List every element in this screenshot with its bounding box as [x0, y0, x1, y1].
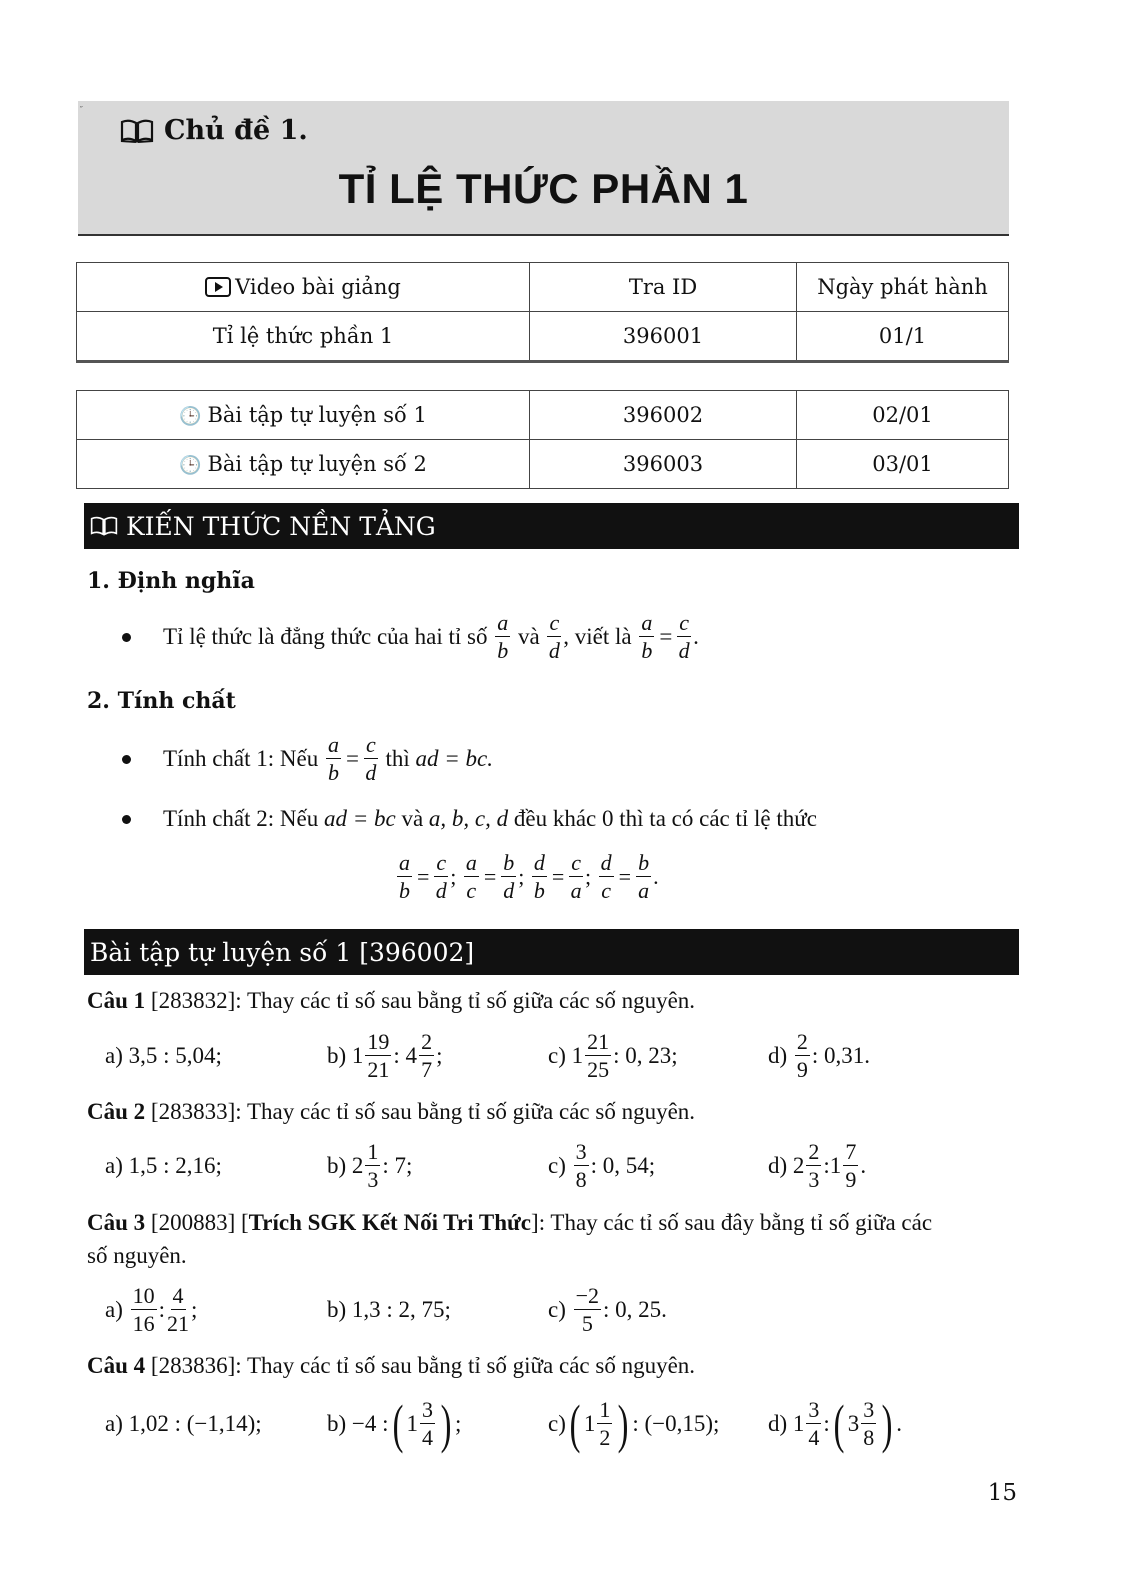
lecture-date: 01/1	[797, 312, 1009, 362]
question-4-answers	[105, 1394, 1005, 1454]
option-b: b) −4 : ( 1 $\frac{3}{4}$ ) ;	[327, 1394, 462, 1454]
option-c: c) $\frac{-2}{5}$ : 0, 25.	[548, 1283, 667, 1336]
option-a: a) 3,5 : 5,04;	[105, 1043, 222, 1068]
corner-mark: ˝	[80, 105, 83, 114]
option-c: c) ( 1 $\frac{1}{2}$ ) : (−0,15);	[548, 1394, 720, 1454]
bullet	[122, 755, 131, 764]
question-3-continued: số nguyên.	[87, 1243, 187, 1268]
topic-text: Chủ đề 1.	[164, 115, 308, 146]
property-1: Tính chất 1: Nếu $\frac{a}{b}$ = $\frac{c}{d}$ thì ad = bc.	[122, 734, 493, 784]
exercise-name[interactable]: 🕒 Bài tập tự luyện số 2	[77, 440, 530, 489]
exercise-table	[76, 390, 1009, 489]
release-date-header: Ngày phát hành	[797, 263, 1009, 312]
topic-label	[120, 115, 308, 146]
option-a: a) 1,02 : (−1,14);	[105, 1411, 262, 1436]
option-b: b) 1 $\frac{19}{21}$ : 4 $\frac{2}{7}$ ;	[327, 1029, 443, 1082]
clock-icon: 🕒	[179, 406, 202, 427]
question-1-answers	[105, 1028, 1005, 1084]
option-b: b) 2 $\frac{1}{3}$ : 7;	[327, 1139, 413, 1192]
option-a: a) $\frac{10}{16}$ : $\frac{4}{21}$ ;	[105, 1283, 198, 1336]
exercise-name[interactable]: 🕒 Bài tập tự luyện số 1	[77, 391, 530, 440]
book-icon	[120, 119, 154, 143]
clock-icon: 🕒	[179, 455, 202, 476]
section-header-exercises: Bài tập tự luyện số 1 [396002]	[84, 929, 1019, 975]
definition-heading: 1. Định nghĩa	[87, 568, 255, 594]
lecture-id: 396001	[530, 312, 797, 362]
question-1: Câu 1 [283832]: Thay các tỉ số sau bằng tỉ số giữa các số nguyên.	[87, 988, 696, 1013]
video-lecture-header[interactable]: Video bài giảng	[77, 263, 530, 312]
lookup-id-header: Tra ID	[530, 263, 797, 312]
property-heading: 2. Tính chất	[87, 688, 236, 714]
exercise-id: 396002	[530, 391, 797, 440]
option-a: a) 1,5 : 2,16;	[105, 1153, 222, 1178]
table-row	[77, 312, 1009, 362]
proportion-list: $\frac{a}{b}$ = $\frac{c}{d}$ ; $\frac{a}{c}$ = $\frac{b}{d}$ ; $\frac{d}{b}$ = $\frac{c}{a}$ ; $\frac{d}{c}$ = $\frac{b}{a}$ .	[399, 850, 659, 903]
bullet	[122, 633, 131, 642]
option-d: d) $\frac{2}{9}$ : 0,31.	[768, 1029, 871, 1082]
question-2: Câu 2 [283833]: Thay các tỉ số sau bằng tỉ số giữa các số nguyên.	[87, 1099, 696, 1124]
table-row	[77, 440, 1009, 489]
option-c: c) 1 $\frac{21}{25}$ : 0, 23;	[548, 1029, 678, 1082]
question-3: Câu 3 [200883] [Trích SGK Kết Nối Tri Thức]: Thay các tỉ số sau đây bằng tỉ số giữa các	[87, 1210, 933, 1235]
chapter-banner	[78, 101, 1009, 236]
question-2-answers	[105, 1138, 1005, 1194]
question-3-answers	[105, 1282, 1005, 1338]
option-b: b) 1,3 : 2, 75;	[327, 1297, 451, 1322]
definition-item: Tỉ lệ thức là đẳng thức của hai tỉ số $\frac{a}{b}$ và $\frac{c}{d}$ , viết là $\frac{a}{b}$ = $\frac{c}{d}$ .	[122, 612, 699, 662]
option-c: c) $\frac{3}{8}$ : 0, 54;	[548, 1139, 656, 1192]
page-title: TỈ LỆ THỨC PHẦN 1	[338, 165, 749, 212]
play-icon	[205, 277, 231, 297]
exercise-date: 03/01	[797, 440, 1009, 489]
option-d: d) 2 $\frac{2}{3}$ :1 $\frac{7}{9}$ .	[768, 1139, 867, 1192]
table-header-row	[77, 263, 1009, 312]
video-lecture-table	[76, 262, 1009, 363]
page-number: 15	[987, 1480, 1017, 1506]
question-4: Câu 4 [283836]: Thay các tỉ số sau bằng tỉ số giữa các số nguyên.	[87, 1353, 696, 1378]
exercise-date: 02/01	[797, 391, 1009, 440]
option-d: d) 1 $\frac{3}{4}$ : ( 3 $\frac{3}{8}$ ) .	[768, 1394, 903, 1454]
exercise-id: 396003	[530, 440, 797, 489]
bullet	[122, 815, 131, 824]
lecture-name[interactable]: Tỉ lệ thức phần 1	[77, 312, 530, 362]
table-row	[77, 391, 1009, 440]
section-header-foundation: KIẾN THỨC NỀN TẢNG	[84, 503, 1019, 549]
property-2: Tính chất 2: Nếu ad = bc và a, b, c, d đều khác 0 thì ta có các tỉ lệ thức	[122, 806, 817, 832]
book-icon	[90, 516, 118, 536]
